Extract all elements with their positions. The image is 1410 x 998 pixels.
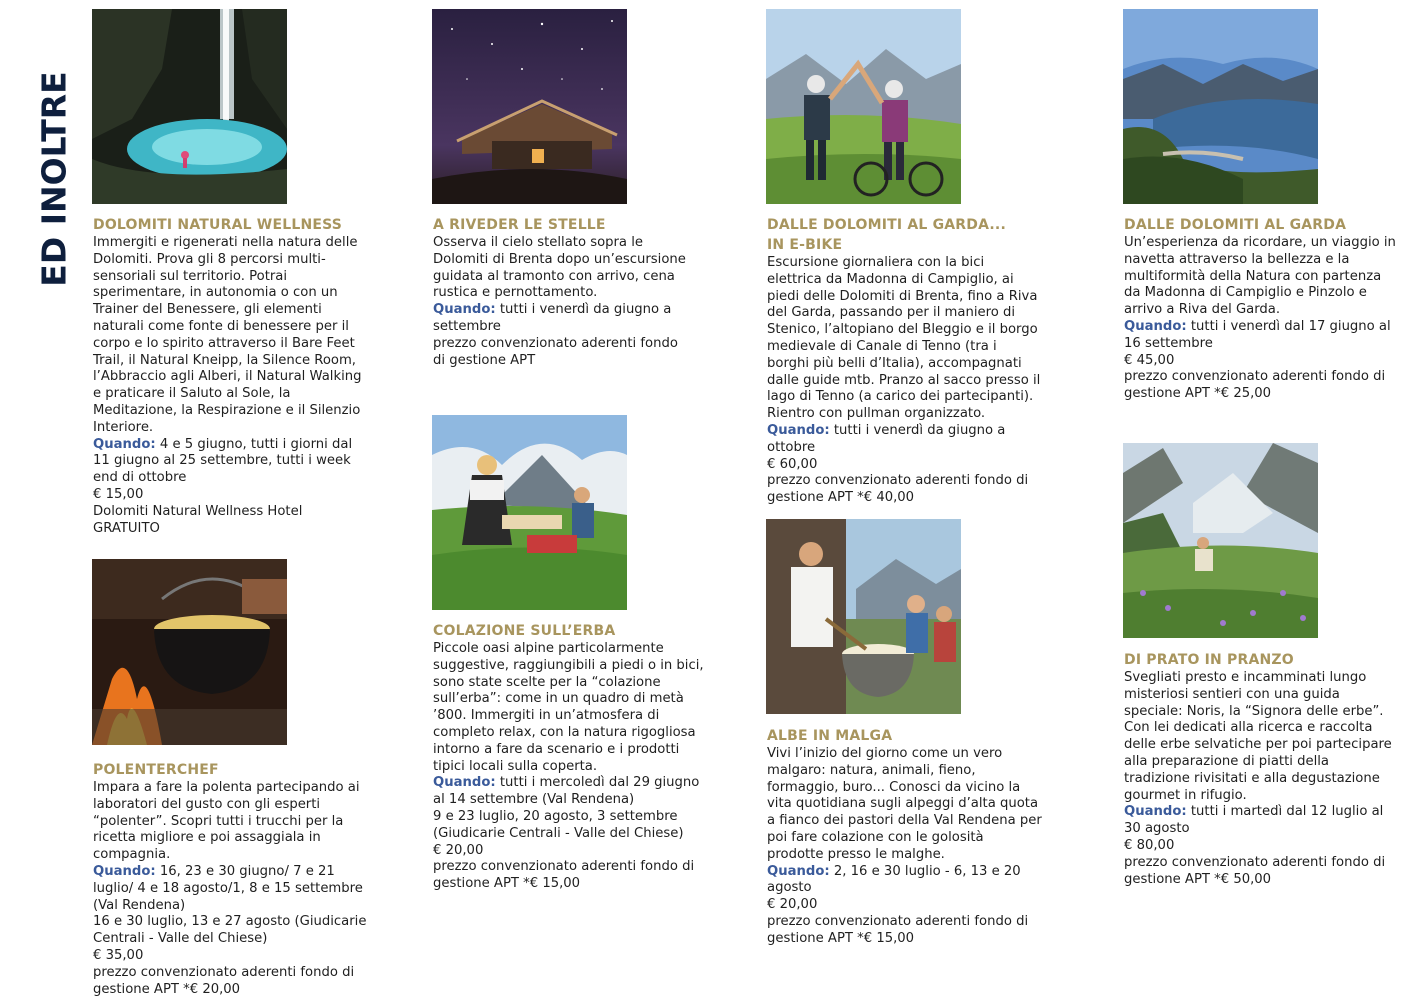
card-title: DOLOMITI NATURAL WELLNESS [93,217,343,233]
card-description: Vivi l’inizio del giorno come un vero malgaro: natura, animali, fieno, formaggio, buro... Conosci da vicino la vita quotidiana sugli alpeggi d’alta quota a fianco dei pastori della Val Rendena per poi fare colazione con le golosità prodotte presso le malghe. [767,746,1042,862]
when-label: Quando: [767,863,830,879]
card-natural-wellness [93,215,363,537]
photo-cheese-making [766,519,961,714]
card-price: € 80,00 [1124,837,1175,853]
when-label: Quando: [93,436,156,452]
card-description: Un’esperienza da ricordare, un viaggio in navetta attraverso la bellezza e la multiformità della Natura con partenza da Madonna di Campiglio e Pinzolo e arrivo a Riva del Garda. [1124,235,1396,318]
card-extra: prezzo convenzionato aderenti fondo di gestione APT *€ 15,00 [433,859,695,892]
when-label: Quando: [93,863,156,879]
card-extra: prezzo convenzionato aderenti fondo di gestione APT *€ 15,00 [767,913,1029,946]
card-title-2: IN E-BIKE [767,237,843,253]
when-text-2: 16 e 30 luglio, 13 e 27 agosto (Giudicarie Centrali - Valle del Chiese) [93,914,367,947]
card-title: DI PRATO IN PRANZO [1124,652,1294,668]
card-title: DALLE DOLOMITI AL GARDA... [767,217,1006,233]
card-colazione-erba [433,621,705,893]
card-description: Immergiti e rigenerati nella natura delle Dolomiti. Prova gli 8 percorsi multi-sensoriali sul territorio. Potrai sperimentare, in autonomia o con un Trainer del Benessere, gli elementi naturali come fonte di benessere per il corpo e lo spirito attraverso il Bare Feet Trail, il Natural Kneipp, la Silence Room, l’Abbraccio agli Alberi, il Natural Walking e praticare il Saluto al Sole, la Meditazione, la Respirazione e il Silenzio Interiore. [93,235,362,435]
when-text: tutti i venerdì da giugno a settembre [433,302,672,334]
card-riveder-stelle [433,215,693,369]
when-label: Quando: [433,775,496,791]
photo-polenta-pot [92,559,287,745]
when-label: Quando: [1124,318,1187,334]
photo-picnic-meadow [432,415,627,610]
card-extra: Dolomiti Natural Wellness Hotel GRATUITO [93,503,303,536]
card-price: € 20,00 [767,897,818,913]
card-title: POLENTERCHEF [93,762,219,778]
card-description: Impara a fare la polenta partecipando ai laboratori del gusto con gli esperti “polenter”. Scopri tutti i trucchi per la ricetta migliore e poi assaggiala in compagnia. [93,780,360,863]
card-description: Escursione giornaliera con la bici elettrica da Madonna di Campiglio, ai piedi delle Dolomiti di Brenta, fino a Riva del Garda, passando per il maniero di Stenico, l’altopiano del Bleggio e il borgo medievale di Canale di Tenno (tra i borghi più belli d’Italia), accompagnati dalle guide mtb. Pranzo al sacco presso il lago di Tenno (a carico dei partecipanti). Rientro con pullman organizzato. [767,255,1041,422]
card-albe-malga [767,726,1042,948]
card-title: ALBE IN MALGA [767,728,893,744]
card-title: DALLE DOLOMITI AL GARDA [1124,217,1347,233]
photo-ebike-highfive [766,9,961,204]
card-price: € 35,00 [93,947,144,963]
when-text: 2, 16 e 30 luglio - 6, 13 e 20 agosto [767,863,1021,896]
when-text: tutti i martedì dal 12 luglio al 30 agosto [1124,804,1384,837]
when-text: 16, 23 e 30 giugno/ 7 e 21 luglio/ 4 e 18 agosto/1, 8 e 15 settembre (Val Rendena) [93,863,363,913]
card-title: COLAZIONE SULL’ERBA [433,623,616,639]
card-garda-ebike [767,215,1042,507]
when-label: Quando: [433,302,496,318]
card-extra: prezzo convenzionato aderenti fondo di gestione APT [433,335,678,368]
card-extra: prezzo convenzionato aderenti fondo di gestione APT *€ 25,00 [1124,369,1386,402]
photo-lake-garda [1123,9,1318,204]
when-text: tutti i venerdì da giugno a ottobre [767,422,1006,455]
when-text: tutti i venerdì dal 17 giugno al 16 settembre [1124,318,1391,351]
card-description: Svegliati presto e incamminati lungo misteriosi sentieri con una guida speciale: Noris, la “Signora delle erbe”. Con lei dedicati alla ricerca e raccolta delle erbe selvatiche per poi partecipare alla preparazione di piatti della tradizione rivisitati e alla degustazione gourmet in rifugio. [1124,670,1392,803]
when-label: Quando: [767,422,830,438]
card-price: € 20,00 [433,842,484,858]
card-prato-pranzo [1124,650,1394,888]
photo-starry-hut [432,9,627,204]
photo-alpine-meadow [1123,443,1318,638]
card-description: Osserva il cielo stellato sopra le Dolomiti di Brenta dopo un’escursione guidata al tramonto con arrivo, cena rustica e pernottamento. [433,235,686,301]
card-description: Piccole oasi alpine particolarmente suggestive, raggiungibili a piedi o in bici, sono state scelte per la “colazione sull’erba”: come in un quadro di metà ’800. Immergiti in un’atmosfera di completo relax, con la natura rigogliosa intorno a fare da scenario e i prodotti tipici locali sulla coperta. [433,641,704,774]
card-extra: prezzo convenzionato aderenti fondo di gestione APT *€ 50,00 [1124,854,1386,887]
photo-waterfall-pool [92,9,287,204]
when-text-2: 9 e 23 luglio, 20 agosto, 3 settembre (Giudicarie Centrali - Valle del Chiese) [433,808,684,841]
card-extra: prezzo convenzionato aderenti fondo di gestione APT *€ 40,00 [767,473,1029,506]
side-title-text: ED INOLTRE [34,71,74,287]
card-price: € 15,00 [93,486,144,502]
card-price: € 45,00 [1124,352,1175,368]
when-label: Quando: [1124,804,1187,820]
card-garda [1124,215,1399,403]
when-text: 4 e 5 giugno, tutti i giorni dal 11 giugno al 25 settembre, tutti i week end di ottobre [93,436,353,486]
when-text: tutti i mercoledì dal 29 giugno al 14 settembre (Val Rendena) [433,775,700,808]
side-title [34,64,74,294]
card-extra: prezzo convenzionato aderenti fondo di gestione APT *€ 20,00 [93,964,355,997]
card-price: € 60,00 [767,456,818,472]
card-title: A RIVEDER LE STELLE [433,217,606,233]
card-polenterchef [93,760,368,998]
